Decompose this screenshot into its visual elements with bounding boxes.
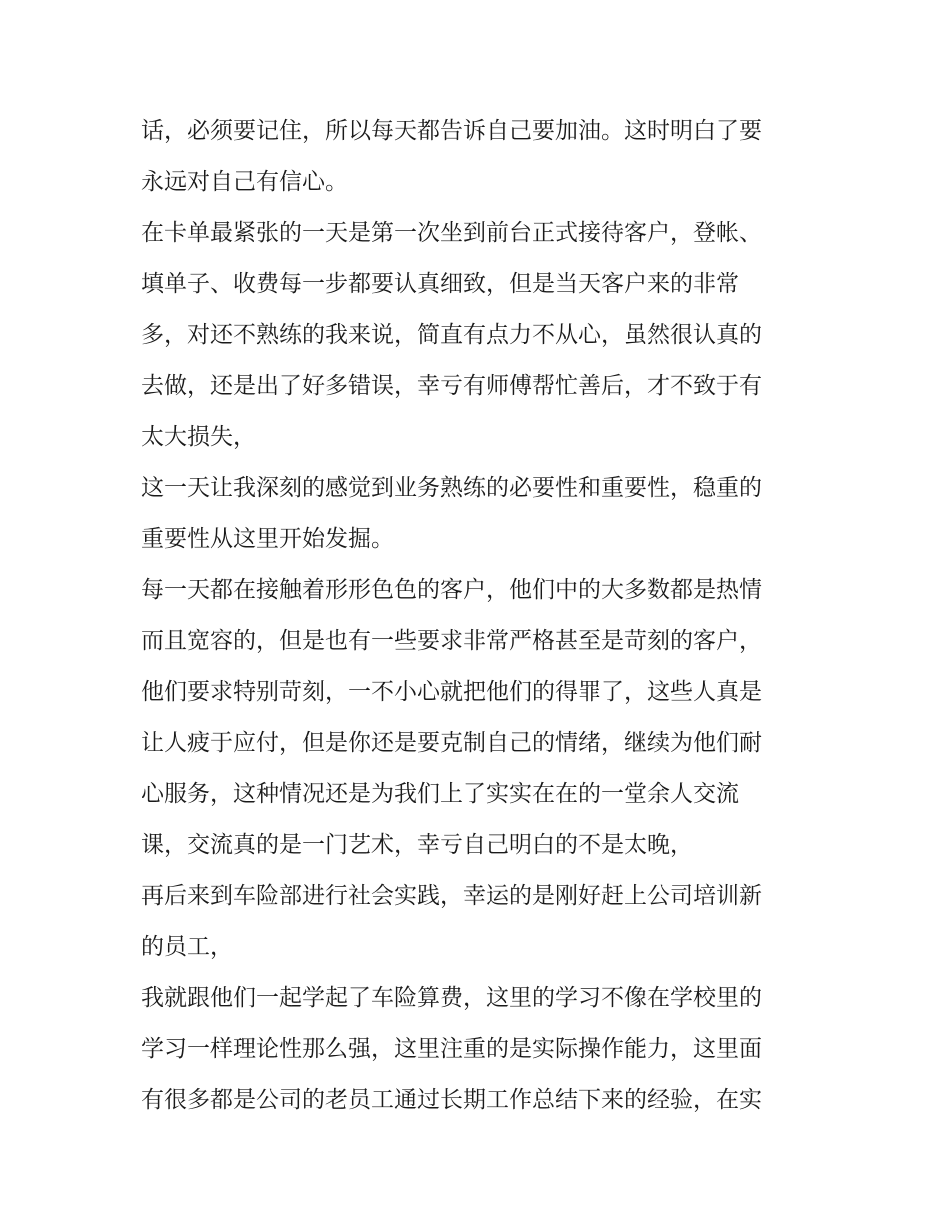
text-line: 他们要求特别苛刻，一不小心就把他们的得罪了，这些人真是 bbox=[141, 679, 762, 705]
text-line: 心服务，这种情况还是为我们上了实实在在的一堂余人交流 bbox=[141, 781, 739, 807]
text-line: 这一天让我深刻的感觉到业务熟练的必要性和重要性，稳重的 bbox=[141, 475, 762, 501]
text-line: 有很多都是公司的老员工通过长期工作总结下来的经验，在实 bbox=[141, 1087, 762, 1113]
text-line: 让人疲于应付，但是你还是要克制自己的情绪，继续为他们耐 bbox=[141, 730, 762, 756]
text-line: 重要性从这里开始发掘。 bbox=[141, 526, 394, 552]
text-line: 太大损失， bbox=[141, 424, 256, 450]
text-line: 我就跟他们一起学起了车险算费，这里的学习不像在学校里的 bbox=[141, 985, 762, 1011]
body-text bbox=[141, 106, 821, 1126]
text-line: 而且宽容的，但是也有一些要求非常严格甚至是苛刻的客户， bbox=[141, 628, 762, 654]
text-line: 永远对自己有信心。 bbox=[141, 169, 348, 195]
text-line: 课，交流真的是一门艺术，幸亏自己明白的不是太晚， bbox=[141, 832, 693, 858]
text-line: 的员工， bbox=[141, 934, 233, 960]
text-line: 学习一样理论性那么强，这里注重的是实际操作能力，这里面 bbox=[141, 1036, 762, 1062]
text-line: 话，必须要记住，所以每天都告诉自己要加油。这时明白了要 bbox=[141, 118, 762, 144]
text-line: 在卡单最紧张的一天是第一次坐到前台正式接待客户，登帐、 bbox=[141, 220, 762, 246]
text-line: 每一天都在接触着形形色色的客户，他们中的大多数都是热情 bbox=[141, 577, 762, 603]
text-line: 再后来到车险部进行社会实践，幸运的是刚好赶上公司培训新 bbox=[141, 883, 762, 909]
text-line: 填单子、收费每一步都要认真细致，但是当天客户来的非常 bbox=[141, 271, 739, 297]
text-line: 去做，还是出了好多错误，幸亏有师傅帮忙善后，才不致于有 bbox=[141, 373, 762, 399]
text-line: 多，对还不熟练的我来说，简直有点力不从心，虽然很认真的 bbox=[141, 322, 762, 348]
